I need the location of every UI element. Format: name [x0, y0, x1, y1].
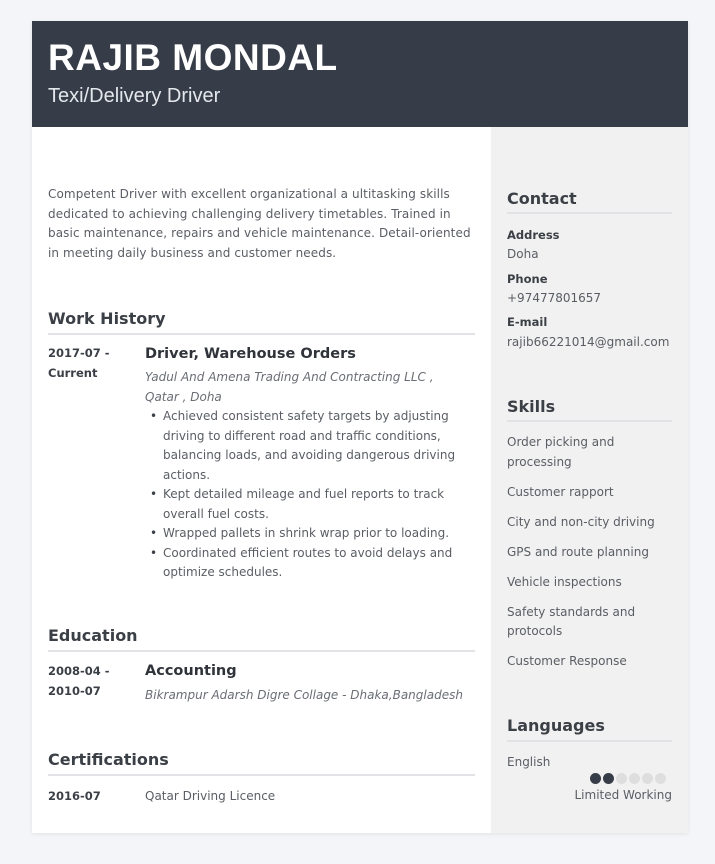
contact-heading: Contact [507, 189, 577, 208]
list-item: • Wrapped pallets in shrink wrap prior to loading. [145, 524, 475, 544]
level-dot-empty [642, 773, 653, 784]
job-date-end: Current [48, 365, 98, 380]
work-history-divider [48, 333, 475, 335]
address-value: Doha [507, 247, 539, 261]
job-title-heading: Texi/Delivery Driver [48, 85, 221, 107]
level-dot-empty [655, 773, 666, 784]
list-item: Safety standards and protocols [507, 604, 636, 638]
list-item: • Coordinated efficient routes to avoid delays and optimize schedules. [145, 544, 475, 583]
language-level-dots [590, 773, 666, 784]
level-dot-empty [629, 773, 640, 784]
education-heading: Education [48, 626, 138, 645]
education-divider [48, 650, 475, 652]
candidate-name: RAJIB MONDAL [48, 37, 338, 78]
phone-value: +97477801657 [507, 291, 602, 305]
resume-header [32, 21, 688, 127]
certification-date: 2016-07 [48, 789, 101, 803]
work-history-heading: Work History [48, 309, 166, 328]
address-label: Address [507, 228, 560, 242]
certifications-heading: Certifications [48, 750, 169, 769]
level-dot-empty [616, 773, 627, 784]
job-date-start: 2017-07 - [48, 346, 110, 360]
list-item: Customer Response [507, 654, 627, 668]
certifications-divider [48, 774, 475, 776]
education-degree: Accounting [145, 663, 237, 679]
skills-list [507, 433, 672, 682]
email-label: E-mail [507, 315, 548, 329]
phone-label: Phone [507, 272, 548, 286]
email-value: rajib66221014@gmail.com [507, 335, 670, 349]
list-item: Customer rapport [507, 484, 614, 499]
level-dot-filled [603, 773, 614, 784]
list-item: GPS and route planning [507, 544, 649, 559]
languages-divider [507, 740, 672, 742]
list-item: • Kept detailed mileage and fuel reports to track overall fuel costs. [145, 485, 475, 524]
education-date-start: 2008-04 - [48, 664, 110, 678]
job-position: Driver, Warehouse Orders [145, 346, 356, 362]
contact-divider [507, 212, 672, 214]
education-date-range [48, 662, 128, 701]
list-item: Order picking and processing [507, 435, 615, 469]
skills-divider [507, 420, 672, 422]
language-name: English [507, 755, 551, 769]
list-item: Vehicle inspections [507, 574, 622, 589]
language-level-label: Limited Working [574, 788, 672, 802]
languages-heading: Languages [507, 716, 605, 735]
list-item: City and non-city driving [507, 514, 655, 529]
list-item: • Achieved consistent safety targets by adjusting driving to different road and traffic conditions, balancing loads, and avoiding dangerous driving actions. [145, 407, 475, 485]
job-company: Yadul And Amena Trading And Contracting LLC , Qatar , Doha [145, 370, 434, 404]
professional-summary: Competent Driver with excellent organizational a ultitasking skills dedicated to achieving challenging delivery timetables. Trained in basic maintenance, repairs and vehicle maintenance. Detail-oriented in meeting daily business and customer needs. [48, 187, 471, 260]
education-date-end: 2010-07 [48, 683, 101, 698]
education-school: Bikrampur Adarsh Digre Collage - Dhaka,Bangladesh [145, 688, 463, 702]
skills-heading: Skills [507, 397, 556, 416]
job-responsibilities [145, 407, 475, 583]
level-dot-filled [590, 773, 601, 784]
job-date-range [48, 344, 128, 383]
certification-name: Qatar Driving Licence [145, 789, 276, 803]
